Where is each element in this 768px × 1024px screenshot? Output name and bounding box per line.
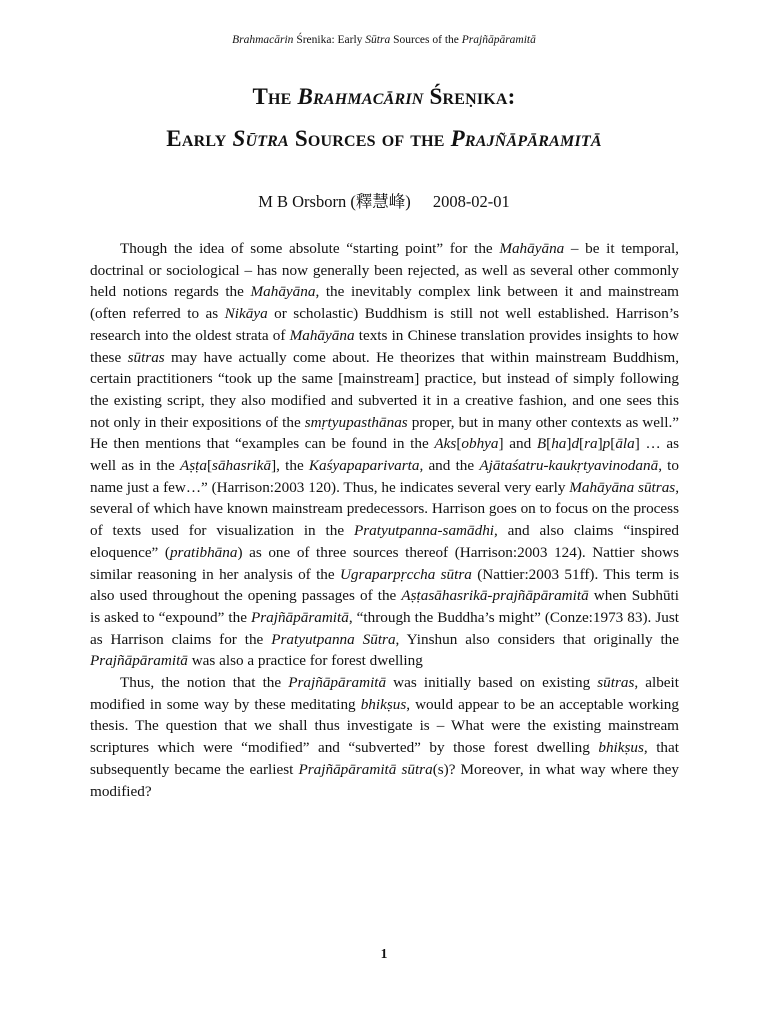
running-header-part: Sūtra [365, 34, 391, 46]
text-run: d [571, 435, 580, 453]
text-run: may have actually come about. He theorizes that within mainstream Buddhism, certain practitioners “took up the same [mainstream] practice, but instead of simply following the existing script, they also modified and subverted it in a creative fashion, and one sees this not only in their expositions of the [90, 348, 679, 431]
text-run: Prajñāpāramitā [90, 652, 188, 670]
text-run: ], the [271, 457, 309, 475]
text-run: was also a practice for forest dwelling [187, 652, 423, 670]
text-run: , albeit modified in some way by these meditating [90, 674, 679, 713]
paper-title-line-1 [0, 84, 768, 110]
text-run: , the inevitably complex link between it and mainstream (often referred to as [90, 283, 679, 323]
date: 2008-02-01 [432, 192, 510, 211]
text-run: Mahāyāna [250, 283, 316, 301]
text-run: Though the idea of some absolute “starting point” for the [120, 240, 500, 257]
running-header-part: Śrenika: Early [293, 34, 366, 46]
body-text [90, 238, 679, 802]
title-part: Prajñāpāramitā [450, 126, 602, 151]
paragraph [90, 672, 679, 802]
running-header-part: Brahmacārin [232, 34, 294, 46]
text-run: , that subsequently became the earliest [90, 739, 679, 778]
text-run: Prajñāpāramitā [250, 608, 349, 626]
text-run: ] … as well as in the [90, 435, 679, 475]
text-run: Nikāya [224, 305, 268, 323]
title-part: Śreṇika: [423, 84, 516, 109]
text-run: ha [551, 435, 567, 453]
text-run: Ugraparpṛccha sūtra [339, 565, 472, 583]
title-part: Sources of the [288, 126, 451, 151]
text-run: , “through the Buddha’s might” (Conze:1973 83). Just as Harrison claims for the [90, 608, 679, 648]
text-run: Aṣṭasāhasrikā-prajñāpāramitā [401, 587, 589, 605]
text-run: sūtras [127, 348, 165, 366]
text-run: , to name just a few…” (Harrison:2003 120). Thus, he indicates several very early [90, 457, 679, 496]
text-run: , several of which have known mainstream predecessors. Harrison goes on to focus on the process of texts used for visualization in the [90, 478, 679, 540]
text-run: Thus, the notion that the [120, 674, 289, 692]
running-header-part: Sources of the [390, 34, 462, 46]
running-header [0, 34, 768, 46]
author: M B Orsborn (釋慧峰) [258, 192, 411, 211]
text-run: ] and [498, 435, 537, 453]
text-run: bhikṣus [360, 695, 407, 713]
text-run: [ [610, 435, 616, 453]
text-run: Pratyutpanna Sūtra [271, 630, 396, 648]
text-run: (Nattier:2003 51ff). This term is also used throughout the opening passages of the [90, 565, 679, 605]
text-run: ) as one of three sources thereof (Harrison:2003 124). Nattier shows similar reasoning in her analysis of the [90, 543, 679, 583]
text-run: was initially based on existing [386, 674, 598, 692]
text-run: , and also claims “inspired eloquence” ( [90, 522, 679, 561]
text-run: Mahāyāna [499, 240, 565, 257]
text-run: Ajātaśatru-kaukṛtyavinodanā [479, 457, 659, 475]
text-run: , and the [419, 457, 480, 475]
text-run: [ [546, 435, 552, 453]
text-run: , would appear to be an acceptable working thesis. The question that we shall thus investigate is – What were the existing mainstream scriptures which were “modified” and “subverted” by those forest dwelling [90, 695, 679, 757]
text-run: – be it temporal, doctrinal or sociological – has now generally been rejected, as well as several other commonly held notions regards the [90, 240, 679, 301]
text-run: ] [597, 435, 603, 453]
title-part: Early [166, 126, 233, 151]
text-run: pratibhāna [169, 543, 238, 561]
text-run: or scholastic) Buddhism is still not well established. Harrison’s research into the oldest strata of [90, 305, 679, 344]
text-run: Prajñāpāramitā sūtra [298, 760, 433, 778]
text-run: Mahāyāna sūtras [569, 478, 676, 496]
paper-title-line-2 [0, 126, 768, 152]
text-run: āla [615, 435, 635, 453]
paragraph [90, 238, 679, 672]
title-part: Brahmacārin [297, 84, 424, 109]
text-run: when Subhūti is asked to “expound” the [90, 587, 679, 626]
text-run: [ [206, 457, 213, 475]
text-run: ra [584, 435, 598, 453]
text-run: ] [566, 435, 572, 453]
text-run: obhya [461, 435, 499, 453]
text-run: (s)? Moreover, in what way where they modified? [90, 760, 679, 800]
text-run: smṛtyupasthānas [304, 413, 408, 431]
text-run: proper, but in many other contexts as well.” He then mentions that “examples can be found in the [90, 413, 679, 453]
text-run: [ [456, 435, 462, 453]
text-run: Prajñāpāramitā [288, 674, 387, 692]
text-run: Mahāyāna [289, 326, 355, 344]
page-number: 1 [380, 946, 388, 961]
text-run: [ [579, 435, 585, 453]
text-run: Aṣṭa [179, 457, 207, 475]
text-run: bhikṣus [598, 739, 644, 757]
text-run: sūtras [597, 674, 635, 692]
running-header-part: Prajñāpāramitā [461, 34, 536, 46]
title-part: Sūtra [232, 126, 289, 151]
text-run: B [536, 435, 547, 453]
text-run: Aks [434, 435, 457, 453]
text-run: sāhasrikā [212, 457, 272, 475]
byline [0, 188, 768, 212]
text-run: Kaśyapaparivarta [308, 457, 420, 475]
text-run: texts in Chinese translation provides insights to how these [90, 326, 679, 366]
text-run: , Yinshun also considers that originally the [395, 630, 680, 648]
text-run: Pratyutpanna-samādhi [353, 522, 495, 540]
text-run: p [602, 435, 611, 453]
title-part: The [252, 84, 298, 109]
